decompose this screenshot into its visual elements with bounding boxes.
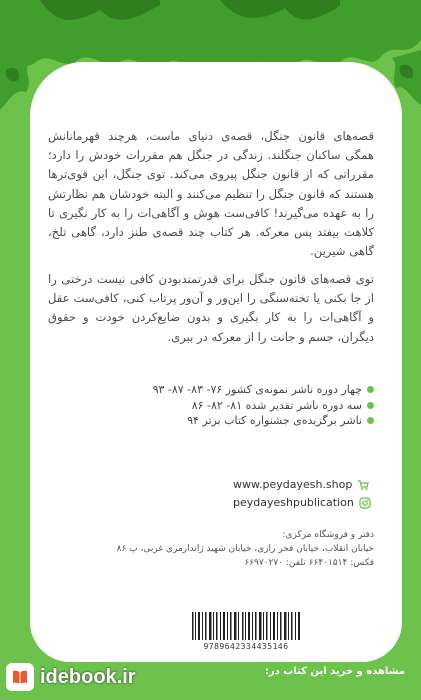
award-text: سه دوره ناشر تقدیر شده ۸۱- ۸۲- ۸۶ [191, 398, 362, 412]
address-phones: فکس: ۶۶۴۰۱۵۱۴ تلفن: ۶۶۹۷۰۲۷۰ [244, 558, 374, 568]
address-heading: دفتر و فروشگاه مرکزی: [282, 530, 374, 540]
award-text: چهار دوره ناشر نمونه‌ی کشور ۷۶- ۸۳- ۸۷- ۹۳ [152, 383, 362, 396]
shop-link[interactable] [233, 478, 369, 491]
shopping-cart-icon [357, 479, 369, 491]
bullet-icon [367, 386, 374, 393]
instagram-link[interactable] [233, 496, 371, 509]
description-paragraph-2: توی قصه‌های قانون جنگل برای قدرتمندبودن کافی نیست درختی را از جا بکنی یا تخته‌سنگی را این‌ور و آن‌ور پرتاب کنی، کافی‌ست عقل و آگاهی‌ات را به کار بگیری و بدون ضایع‌کردن خودت و حقوق دیگران، جسم و جانت را از معرکه در ببری. [48, 272, 374, 344]
watermark-text: idebook.ir [40, 665, 136, 688]
award-item [100, 413, 374, 429]
address-line: خیابان انقلاب، خیابان فخر رازی، خیابان شهید ژاندارمری غربی، پ ۸۶ [116, 544, 374, 554]
instagram-icon [359, 497, 371, 509]
award-item [100, 382, 374, 398]
award-item [100, 398, 374, 414]
award-text: ناشر برگزیده‌ی جشنواره کتاب برتر ۹۴ [187, 414, 362, 427]
book-icon [6, 663, 34, 691]
bullet-icon [367, 417, 374, 424]
instagram-handle[interactable]: peydayeshpublication [233, 496, 354, 509]
watermark [0, 658, 156, 696]
bullet-icon [367, 402, 374, 409]
publisher-address [48, 528, 374, 570]
awards-list [100, 382, 374, 429]
barcode [190, 612, 302, 640]
barcode-number: 9789642334435146 [203, 642, 289, 651]
shop-url[interactable]: www.peydayesh.shop [233, 478, 353, 491]
description-paragraph-1: قصه‌های قانون جنگل، قصه‌ی دنیای ماست، هرچند قهرمانانش همگی ساکنان جنگلند. زندگی در جنگل هم مقررات خودش را دارد؛ مقرراتی که از قانون جنگل پیروی می‌کند. توی جنگل، این قوی‌ترها هستند که قانون جنگل را تنظیم می‌کنند و البته خودشان هم نظارتش را به عهده می‌گیرند! کافی‌ست هوش و آگاهی‌ات را به کار نگیری تا کلاهت بیفتد پس معرکه. هر کتاب چند قصه‌ی طنز دارد، گاهی تلخ، گاهی شیرین. [48, 129, 374, 259]
buy-text: مشاهده و خرید این کتاب در: [264, 666, 405, 677]
